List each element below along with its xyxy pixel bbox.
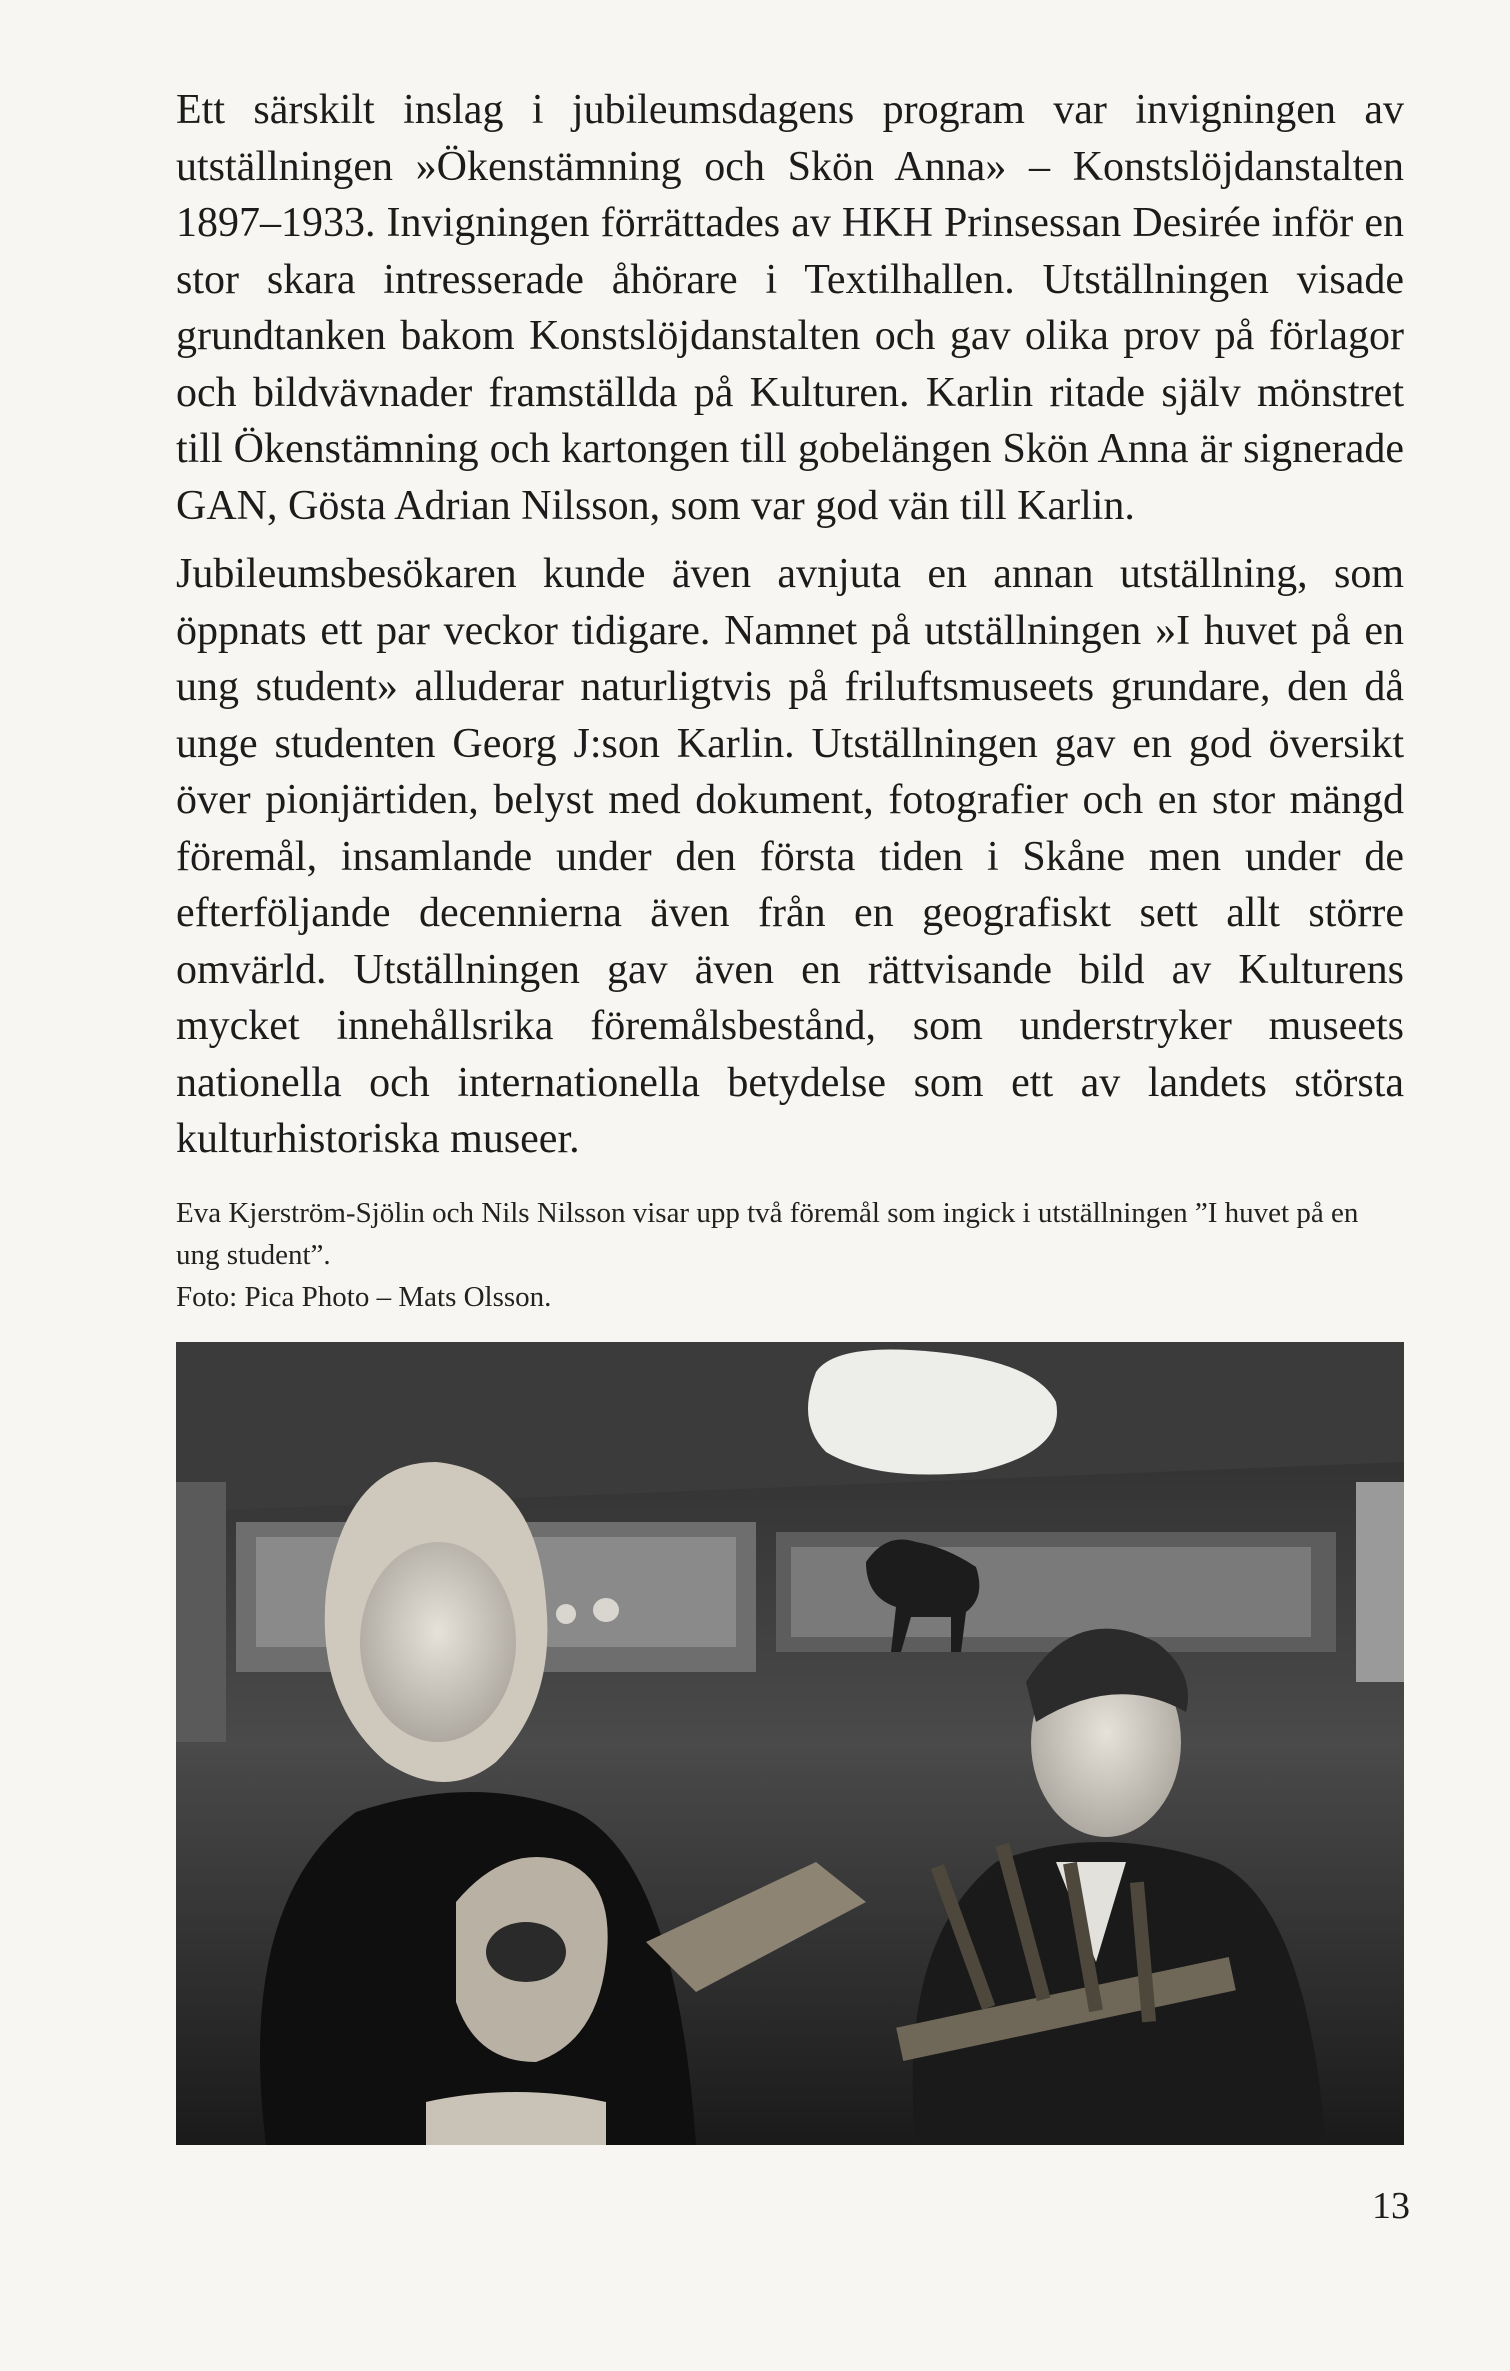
paragraph-2: Jubileumsbesökaren kunde även avnjuta en annan utställning, som öppnats ett par veckor tidigare. Namnet på utställningen »I huvet på en ung student» alluderar naturligtvis på friluftsmuseets grundare, den då unge studenten Georg J:son Karlin. Utställningen gav en god översikt över pionjärtiden, belyst med dokument, fotografier och en stor mängd föremål, insamlande under den första tiden i Skåne men under de efterföljande decennierna även från en geografiskt sett allt större omvärld. Utställningen gav även en rättvisande bild av Kulturens mycket innehållsrika föremålsbestånd, som understryker museets nationella och internationella betydelse som ett av landets största kulturhistoriska museer. [176, 551, 1404, 1162]
caption-text: Eva Kjerström-Sjölin och Nils Nilsson visar upp två föremål som ingick i utställningen ”I huvet på en ung student”. [176, 1197, 1359, 1271]
paragraph-1: Ett särskilt inslag i jubileumsdagens program var invigningen av utställningen »Ökenstämning och Skön Anna» – Konstslöjdanstalten 1897–1933. Invigningen förrättades av HKH Prinsessan Desirée inför en stor skara intresserade åhörare i Textilhallen. Utställningen visade grundtanken bakom Konstslöjdanstalten och gav olika prov på förlagor och bildvävnader framställda på Kulturen. Karlin ritade själv mönstret till Ökenstämning och kartongen till gobelängen Skön Anna är signerade GAN, Gösta Adrian Nilsson, som var god vän till Karlin. [176, 87, 1404, 529]
page-number: 13 [1372, 2185, 1410, 2227]
photo-caption [176, 1192, 1404, 1318]
photo-credit: Foto: Pica Photo – Mats Olsson. [176, 1281, 552, 1313]
exhibition-photo [176, 1342, 1404, 2145]
body-text [176, 82, 1404, 1180]
